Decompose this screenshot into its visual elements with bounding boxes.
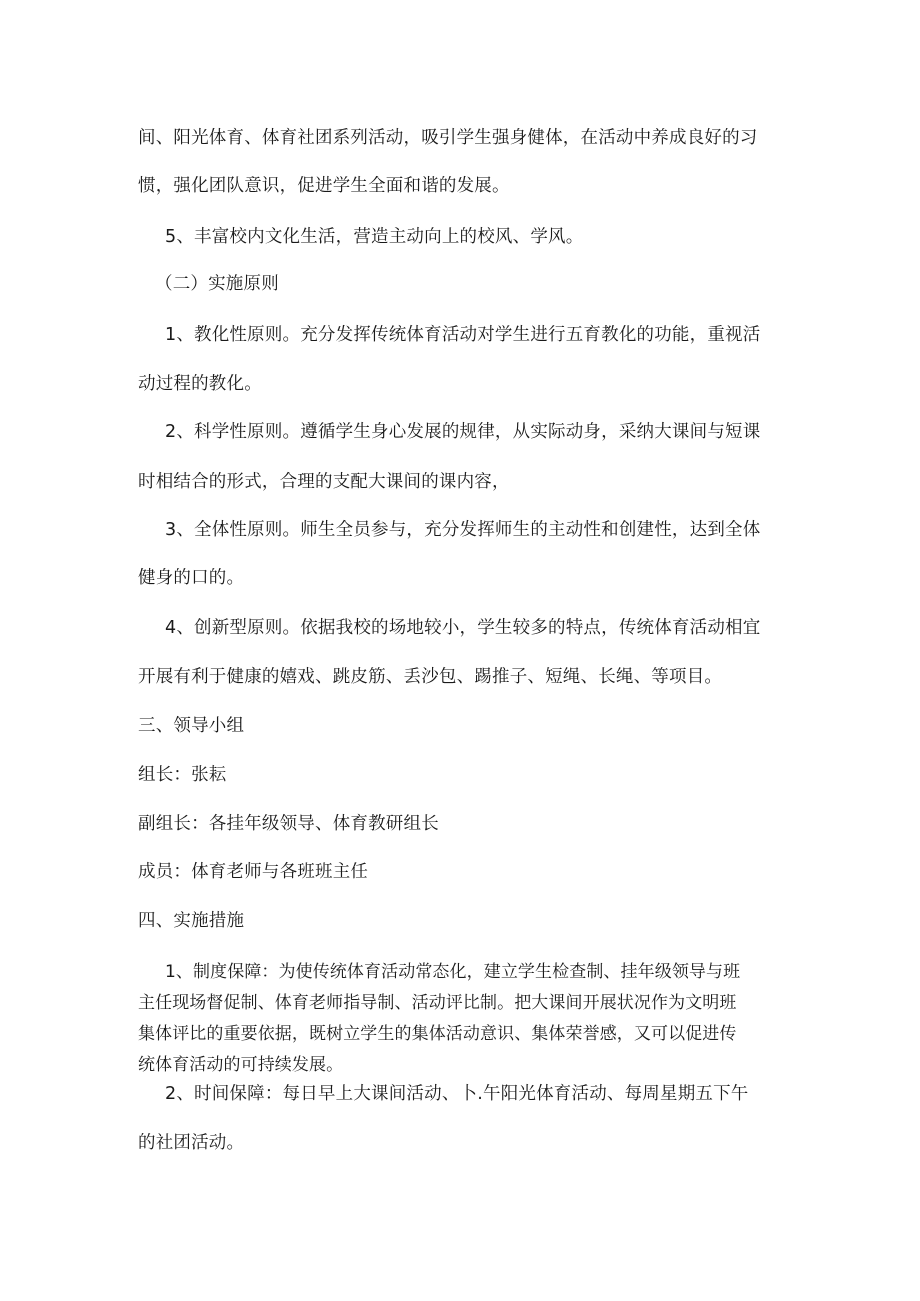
section-heading-3: 三、领导小组: [138, 716, 245, 736]
text-line: 健身的口的。: [138, 568, 245, 588]
section-heading-2: （二）实施原则: [155, 274, 279, 294]
leader-line: 组长：张耘: [138, 765, 227, 785]
list-item-5: 5、丰富校内文化生活，营造主动向上的校风、学风。: [165, 227, 584, 247]
principle-3: 3、全体性原则。师生全员参与，充分发挥师生的主动性和创建性，达到全体: [165, 520, 761, 540]
measure-2: 2、时间保障：每日早上大课间活动、卜.午阳光体育活动、每周星期五下午: [165, 1084, 749, 1104]
measure-1: 1、制度保障：为使传统体育活动常态化，建立学生检查制、挂年级领导与班: [165, 962, 741, 982]
principle-1: 1、教化性原则。充分发挥传统体育活动对学生进行五育教化的功能，重视活: [165, 325, 761, 345]
text-line: 时相结合的形式，合理的支配大课间的课内容，: [138, 472, 510, 492]
text-line: 的社团活动。: [138, 1133, 245, 1153]
text-line: 主任现场督促制、体育老师指导制、活动评比制。把大课间开展状况作为文明班: [138, 993, 737, 1013]
deputy-leader-line: 副组长：各挂年级领导、体育教研组长: [138, 814, 439, 834]
section-heading-4: 四、实施措施: [138, 911, 245, 931]
text-line: 间、阳光体育、体育社团系列活动，吸引学生强身健体，在活动中养成良好的习: [138, 128, 758, 148]
text-line: 动过程的教化。: [138, 374, 262, 394]
text-line: 惯，强化团队意识，促进学生全面和谐的发展。: [138, 176, 510, 196]
text-line: 开展有利于健康的嬉戏、跳皮筋、丢沙包、踢推子、短绳、长绳、等项目。: [138, 667, 723, 687]
principle-2: 2、科学性原则。遵循学生身心发展的规律，从实际动身，采纳大课间与短课: [165, 422, 761, 442]
principle-4: 4、创新型原则。依据我校的场地较小，学生较多的特点，传统体育活动相宜: [165, 618, 761, 638]
members-line: 成员：体育老师与各班班主任: [138, 862, 369, 882]
text-line: 集体评比的重要依据，既树立学生的集体活动意识、集体荣誉感，又可以促进传: [138, 1024, 737, 1044]
text-line: 统体育活动的可持续发展。: [138, 1055, 344, 1075]
